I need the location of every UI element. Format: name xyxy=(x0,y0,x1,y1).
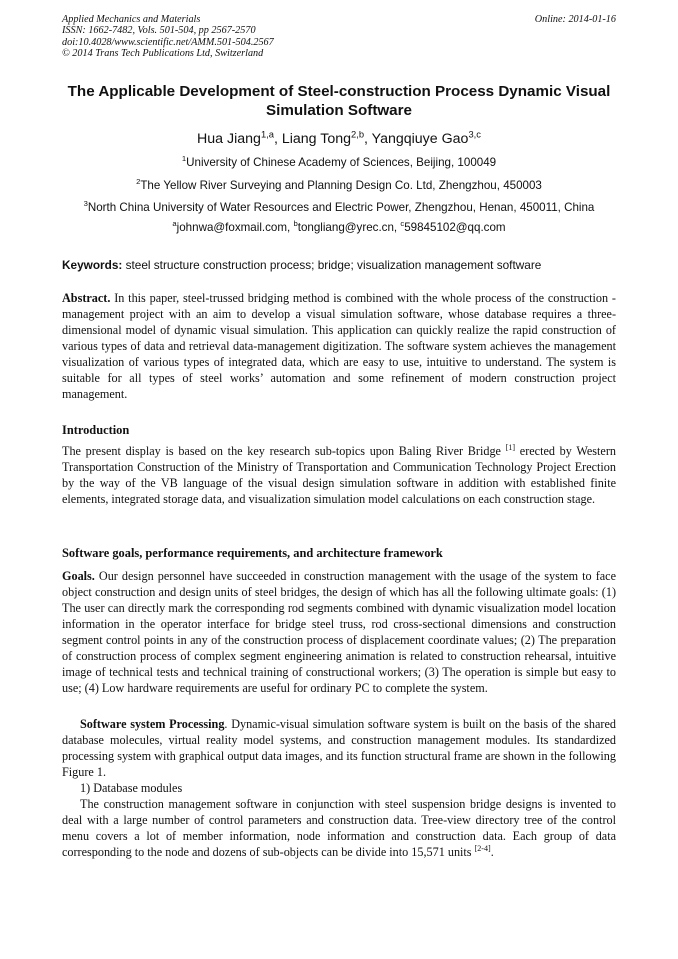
doi-line: doi:10.4028/www.scientific.net/AMM.501-504.2567 xyxy=(62,36,274,48)
email-sup: b xyxy=(293,219,298,229)
introduction-paragraph xyxy=(62,443,616,507)
abstract-paragraph xyxy=(62,290,616,402)
keywords-label: Keywords: xyxy=(62,258,123,272)
email-link[interactable]: tongliang@yrec.cn, xyxy=(297,221,398,234)
affiliation-sup: 2 xyxy=(136,177,141,187)
email-link[interactable]: johnwa@foxmail.com, xyxy=(176,221,291,234)
affiliation-1 xyxy=(20,156,658,170)
author-sup: 2,b xyxy=(351,129,365,140)
affiliation-text: North China University of Water Resources and Electric Power, Zhengzhou, Henan, 450011, China xyxy=(87,201,595,214)
affiliation-text: The Yellow River Surveying and Planning Design Co. Ltd, Zhengzhou, 450003 xyxy=(140,179,542,192)
subsection-heading-database: 1) Database modules xyxy=(80,781,183,795)
issn-line: ISSN: 1662-7482, Vols. 501-504, pp 2567-2570 xyxy=(62,25,256,37)
author-sup: 3,c xyxy=(468,129,481,140)
database-paragraph xyxy=(62,796,616,860)
section-heading-software: Software goals, performance requirements, and architecture framework xyxy=(62,546,443,560)
email-link[interactable]: 59845102@qq.com xyxy=(404,221,506,234)
intro-text: The present display is based on the key research sub-topics upon Baling River Bridge xyxy=(62,444,506,458)
keywords-line xyxy=(62,258,622,272)
citation[interactable]: [1] xyxy=(505,442,516,452)
affiliation-sup: 3 xyxy=(83,199,88,209)
processing-label: Software system Processing xyxy=(80,717,225,731)
author-sup: 1,a xyxy=(260,129,274,140)
processing-paragraph xyxy=(62,716,616,780)
author-name: Hua Jiang xyxy=(197,131,261,147)
paper-title: The Applicable Development of Steel-construction Process Dynamic Visual Simulation Software xyxy=(67,83,611,119)
abstract-label: Abstract. xyxy=(62,291,111,305)
processing-text: . Dynamic-visual simulation software system is built on the basis of the shared database molecules, virtual reality model systems, and construction management modules. Its standardized processing system with graphical output data images, and its function structural frame are shown in the following Figure 1. xyxy=(62,717,616,779)
author-list: Hua Jiang$^{1,a}$, Liang Tong$^{2,b}$, Yangqiuye Gao$^{3,c}$ xyxy=(197,129,481,147)
goals-paragraph xyxy=(62,568,616,696)
citation[interactable]: [2-4] xyxy=(474,843,491,853)
section-heading-introduction: Introduction xyxy=(62,423,130,437)
email-sup: a xyxy=(172,219,177,229)
database-end: . xyxy=(490,845,494,859)
affiliation-2 xyxy=(20,179,658,193)
database-text: The construction management software in conjunction with steel suspension bridge designs is invented to deal with a large number of control parameters and construction data. Tree-view directory tree of the control menu covers a lot of member information, node information and construction data. Each group of data corresponding to the node and dozens of sub-objects can be divide into 15,571 units xyxy=(62,797,616,859)
affiliation-sup: 1 xyxy=(181,154,187,164)
affiliation-3 xyxy=(20,201,658,215)
affiliation-text: University of Chinese Academy of Sciences, Beijing, 100049 xyxy=(186,156,497,169)
email-line xyxy=(20,221,658,235)
keywords-text: steel structure construction process; bridge; visualization management software xyxy=(122,258,542,272)
journal-header xyxy=(62,14,616,60)
author-name: Liang Tong xyxy=(281,131,352,147)
goals-text: Our design personnel have succeeded in construction management with the usage of the system to face object construction and design units of steel bridges, the design of which has all the following ultimate goals: (1) The user can directly mark the corresponding rod segments combined with dynamic visualization model location information in the operator interface for bridge steel truss, rod cross-sectional dimensions and construction segment control points in any of the construction process of displacement coordinate values; (2) The preparation of construction process of complex segment engineering animation is related to construction rehearsal, intuitive image of technical tests and technical training of constructional workers; (3) The operation is simple but easy to use; (4) Low hardware requirements are useful for ordinary PC to complete the system. xyxy=(62,569,616,695)
online-date: Online: 2014-01-16 xyxy=(534,14,616,25)
email-sup: c xyxy=(400,219,405,229)
abstract-text: In this paper, steel-trussed bridging method is combined with the whole process of the construction -management project with an aim to develop a visual simulation software, whose database requires a three-dimensional model of dynamic visual simulation. This application can quickly realize the rapid construction of various types of data and retrieval data-management digitization. The software system achieves the management visualization of various types of integrated data, which are easy to use, intuitive to understand. The system is suitable for all types of steel works’ automation and some refinement of modern construction project management. xyxy=(62,291,616,401)
goals-label: Goals. xyxy=(62,569,95,583)
copyright-line: © 2014 Trans Tech Publications Ltd, Switzerland xyxy=(62,48,264,60)
intro-text: erected by Western Transportation Construction of the Ministry of Transportation and Communication Technology Project Erection by the way of the VB language of the visual design simulation software in addition with established finite elements, integrated storage data, and visualization simulation model calculations on each construction stage. xyxy=(62,444,616,506)
journal-name: Applied Mechanics and Materials xyxy=(62,14,201,25)
author-name: Yangqiuye Gao xyxy=(371,131,469,147)
